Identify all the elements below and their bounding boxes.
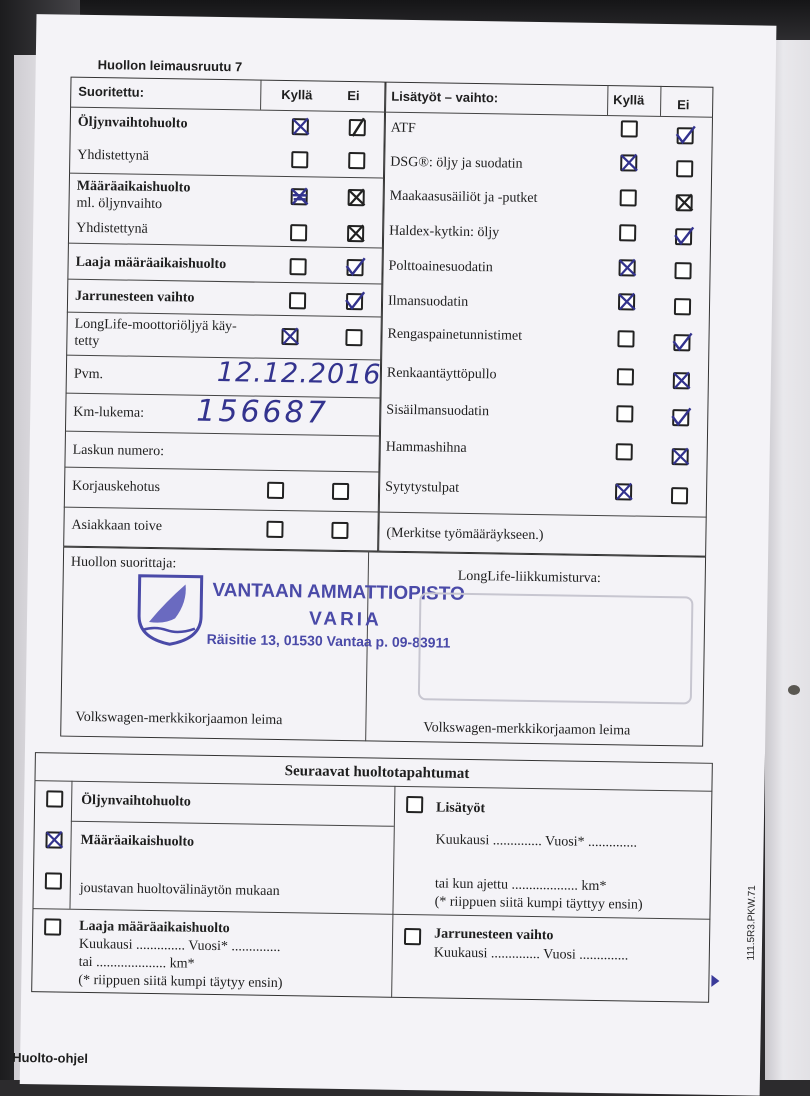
- dsg-no-checkbox[interactable]: [676, 160, 693, 177]
- next-extra-line3: (* riippuen siitä kumpi täyttyy ensin): [434, 894, 643, 913]
- longlife-mobility-label: LongLife-liikkumisturva:: [457, 568, 601, 587]
- repair-suggestion-label: Korjauskehotus: [71, 478, 161, 496]
- haldex-no-checkbox[interactable]: [675, 228, 692, 245]
- row-combined-label: Yhdistettynä: [77, 147, 149, 164]
- extra-no-header: Ei: [677, 97, 690, 113]
- gas-no-checkbox[interactable]: [676, 194, 693, 211]
- next-extended-checkbox[interactable]: [44, 918, 61, 935]
- longlife-no-checkbox[interactable]: [345, 329, 362, 346]
- periodic-yes-checkbox[interactable]: [291, 188, 308, 205]
- ink-spot: [788, 685, 800, 695]
- date-value: 12.12.2016: [216, 356, 382, 391]
- side-code: 111.5R3.PKW.71: [745, 885, 758, 961]
- row-periodic-label: Määräaikaishuolto: [76, 178, 191, 196]
- sealant-yes-checkbox[interactable]: [617, 368, 634, 385]
- row-tpms-label: Rengaspainetunnistimet: [387, 326, 523, 344]
- periodic-no-checkbox[interactable]: [348, 189, 365, 206]
- row-timing-belt-label: Hammashihna: [385, 439, 467, 456]
- row-dsg-label: DSG®: öljy ja suodatin: [390, 154, 523, 172]
- customer-wish-yes-checkbox[interactable]: [266, 521, 283, 538]
- row-haldex-label: Haldex-kytkin: öljy: [389, 223, 500, 241]
- row-brake-label: Jarrunesteen vaihto: [74, 288, 195, 306]
- spark-plugs-yes-checkbox[interactable]: [615, 483, 632, 500]
- brake-yes-checkbox[interactable]: [289, 292, 306, 309]
- atf-no-checkbox[interactable]: [677, 127, 694, 144]
- extra-yes-header: Kyllä: [613, 92, 645, 108]
- haldex-yes-checkbox[interactable]: [619, 224, 636, 241]
- customer-wish-label: Asiakkaan toive: [71, 517, 163, 535]
- next-periodic-label: Määräaikaishuolto: [80, 832, 195, 850]
- customer-wish-no-checkbox[interactable]: [331, 522, 348, 539]
- row-longlife-label: LongLife-moottoriöljyä käy-: [74, 316, 237, 335]
- fuel-filter-yes-checkbox[interactable]: [618, 259, 635, 276]
- invoice-label: Laskun numero:: [72, 442, 165, 460]
- air-filter-yes-checkbox[interactable]: [618, 293, 635, 310]
- oil-service-yes-checkbox[interactable]: [292, 118, 309, 135]
- yes-header: Kyllä: [281, 86, 313, 103]
- cabin-filter-no-checkbox[interactable]: [672, 409, 689, 426]
- spark-plugs-no-checkbox[interactable]: [671, 487, 688, 504]
- next-extra-work-label: Lisätyöt: [435, 800, 486, 817]
- repair-suggestion-yes-checkbox[interactable]: [267, 482, 284, 499]
- next-extended-line1: Kuukausi .............. Vuosi* ..............: [78, 936, 281, 956]
- date-label: Pvm.: [73, 366, 104, 383]
- row-periodic-label2: ml. öljynvaihto: [76, 195, 163, 213]
- row-extended-label: Laaja määräaikaishuolto: [75, 254, 227, 273]
- arrow-right-icon: [711, 975, 719, 987]
- stamp-caption-left: Volkswagen-merkkikorjaamon leima: [75, 709, 283, 729]
- performer-label: Huollon suorittaja:: [70, 554, 177, 572]
- performed-header: Suoritettu:: [78, 83, 145, 100]
- air-filter-no-checkbox[interactable]: [674, 298, 691, 315]
- fuel-filter-no-checkbox[interactable]: [674, 262, 691, 279]
- faint-dealer-stamp: [418, 592, 694, 704]
- row-longlife-label2: tetty: [74, 333, 100, 350]
- row-atf-label: ATF: [390, 120, 416, 137]
- next-extra-work-checkbox[interactable]: [406, 796, 423, 813]
- cabin-filter-yes-checkbox[interactable]: [616, 405, 633, 422]
- oil-service-no-checkbox[interactable]: [349, 119, 366, 136]
- odometer-label: Km-lukema:: [73, 404, 145, 421]
- repair-suggestion-no-checkbox[interactable]: [332, 483, 349, 500]
- next-extended-line2: tai .................... km*: [78, 954, 195, 972]
- next-brake-line1: Kuukausi .............. Vuosi ..............: [433, 945, 629, 964]
- tpms-yes-checkbox[interactable]: [617, 330, 634, 347]
- vantaa-crest-icon: [135, 572, 206, 647]
- atf-yes-checkbox[interactable]: [621, 120, 638, 137]
- combined2-no-checkbox[interactable]: [347, 225, 364, 242]
- next-oil-service-checkbox[interactable]: [46, 790, 63, 807]
- extra-work-header: Lisätyöt – vaihto:: [391, 88, 499, 106]
- row-spark-plugs-label: Sytytystulpat: [385, 479, 460, 496]
- next-brake-label: Jarrunesteen vaihto: [434, 926, 554, 944]
- combined2-yes-checkbox[interactable]: [290, 224, 307, 241]
- row-fuel-filter-label: Polttoainesuodatin: [388, 258, 493, 276]
- next-extra-line1: Kuukausi .............. Vuosi* ..............: [435, 832, 638, 851]
- row-gas-label: Maakaasusäiliöt ja -putket: [389, 188, 538, 206]
- row-sealant-label: Renkaantäyttöpullo: [386, 365, 497, 383]
- no-header: Ei: [347, 87, 360, 104]
- row-oil-service-label: Öljynvaihtohuolto: [77, 114, 188, 132]
- combined-no-checkbox[interactable]: [348, 152, 365, 169]
- combined-yes-checkbox[interactable]: [291, 151, 308, 168]
- next-flexible-checkbox[interactable]: [45, 872, 62, 889]
- tpms-no-checkbox[interactable]: [673, 334, 690, 351]
- header-title: Huollon leimausruutu 7: [97, 57, 243, 75]
- stamp-school-name: VANTAAN AMMATTIOPISTO: [212, 579, 465, 605]
- service-booklet-page: [12, 14, 777, 1095]
- longlife-yes-checkbox[interactable]: [281, 328, 298, 345]
- odometer-value: 156687: [196, 393, 330, 431]
- extended-yes-checkbox[interactable]: [289, 258, 306, 275]
- stamp-varia: VARIA: [308, 608, 382, 631]
- stamp-address: Räisitie 13, 01530 Vantaa p. 09-83911: [206, 630, 451, 651]
- row-air-filter-label: Ilmansuodatin: [387, 293, 469, 310]
- dsg-yes-checkbox[interactable]: [620, 154, 637, 171]
- row-combined2-label: Yhdistettynä: [76, 220, 148, 237]
- next-extended-label: Laaja määräaikaishuolto: [79, 918, 230, 937]
- sealant-no-checkbox[interactable]: [673, 372, 690, 389]
- stamp-caption-right: Volkswagen-merkkikorjaamon leima: [423, 720, 631, 739]
- row-cabin-filter-label: Sisäilmansuodatin: [386, 402, 490, 420]
- brake-no-checkbox[interactable]: [346, 293, 363, 310]
- gas-yes-checkbox[interactable]: [620, 189, 637, 206]
- timing-belt-no-checkbox[interactable]: [672, 448, 689, 465]
- next-periodic-checkbox[interactable]: [45, 831, 62, 848]
- work-order-note: (Merkitse työmääräykseen.): [386, 525, 544, 544]
- next-extended-line3: (* riippuen siitä kumpi täytyy ensin): [78, 972, 283, 992]
- footer-fragment: Huolto-ohjel: [12, 1049, 89, 1067]
- timing-belt-yes-checkbox[interactable]: [616, 443, 633, 460]
- next-brake-checkbox[interactable]: [404, 928, 421, 945]
- next-oil-service-label: Öljynvaihtohuolto: [81, 792, 191, 810]
- next-services-title: Seuraavat huoltotapahtumat: [284, 763, 470, 782]
- next-extra-line2: tai kun ajettu ................... km*: [434, 876, 607, 895]
- next-flexible-label: joustavan huoltovälinäytön mukaan: [79, 880, 280, 900]
- extended-no-checkbox[interactable]: [346, 259, 363, 276]
